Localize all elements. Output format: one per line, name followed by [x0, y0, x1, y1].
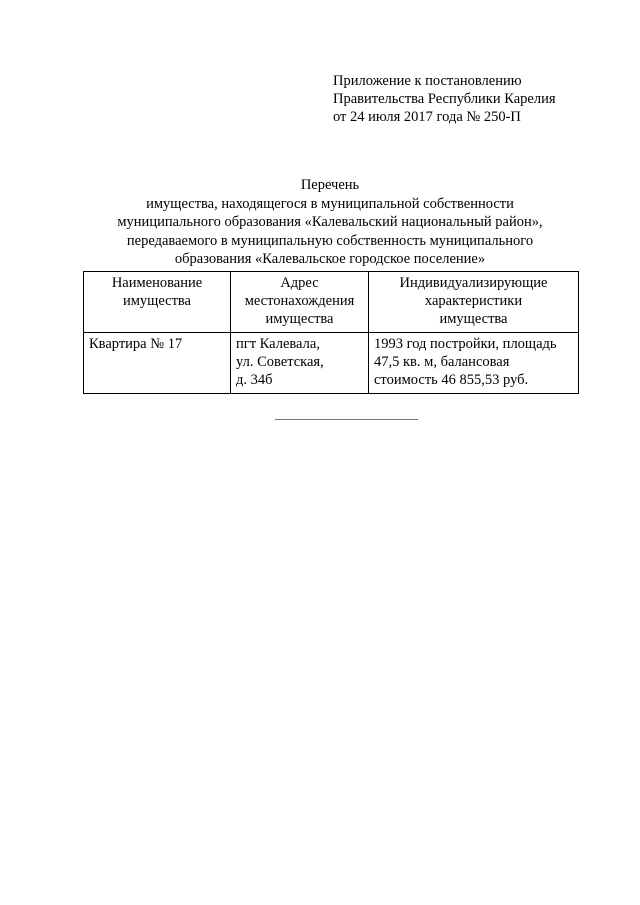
table-header-row — [84, 272, 579, 333]
table-row — [84, 333, 579, 394]
cell-address: пгт Калевала, ул. Советская, д. 34б — [231, 333, 369, 394]
title-line-2: муниципального образования «Калевальский национальный район», — [117, 214, 543, 230]
appendix-line-2: Правительства Республики Карелия — [333, 91, 556, 107]
appendix-note — [333, 72, 556, 126]
header-characteristics: Индивидуализирующие характеристики имущества — [369, 272, 579, 333]
appendix-line-1: Приложение к постановлению — [333, 73, 522, 89]
cell-characteristics: 1993 год постройки, площадь 47,5 кв. м, балансовая стоимость 46 855,53 руб. — [369, 333, 579, 394]
title-line-3: передаваемого в муниципальную собственность муниципального — [126, 232, 534, 249]
closing-divider — [275, 419, 418, 420]
header-address: Адрес местонахождения имущества — [231, 272, 369, 333]
property-table — [83, 271, 579, 394]
document-title — [90, 176, 570, 269]
title-heading: Перечень — [300, 177, 360, 193]
appendix-line-3: от 24 июля 2017 года № 250-П — [333, 109, 521, 125]
title-line-4: образования «Калевальское городское поселение» — [174, 251, 486, 267]
header-name: Наименование имущества — [84, 272, 231, 333]
title-line-1: имущества, находящегося в муниципальной собственности — [146, 195, 514, 212]
cell-property-name: Квартира № 17 — [84, 333, 231, 394]
